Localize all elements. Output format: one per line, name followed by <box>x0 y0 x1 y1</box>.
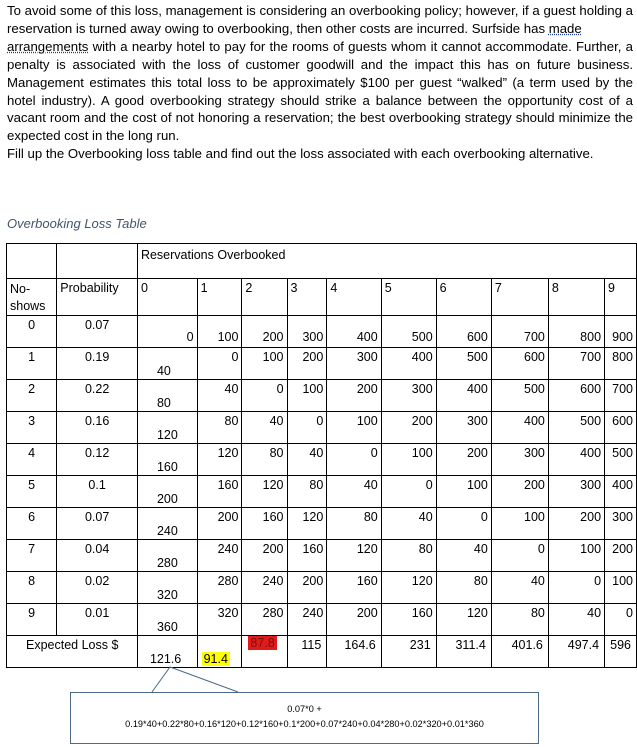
loss-cell: 400 <box>548 444 604 476</box>
loss-cell: 300 <box>605 508 637 540</box>
loss-cell: 600 <box>605 412 637 444</box>
loss-cell-col0: 40 <box>137 348 197 380</box>
loss-cell: 200 <box>381 412 436 444</box>
loss-cell: 0 <box>605 604 637 636</box>
loss-cell: 300 <box>436 412 491 444</box>
loss-cell: 80 <box>287 476 327 508</box>
noshow-cell: 9 <box>7 604 57 636</box>
loss-cell: 200 <box>491 476 548 508</box>
header-overbook-3: 3 <box>287 279 327 316</box>
loss-cell: 800 <box>605 348 637 380</box>
probability-cell: 0.07 <box>57 316 138 348</box>
loss-cell: 200 <box>548 508 604 540</box>
noshow-cell: 4 <box>7 444 57 476</box>
loss-cell: 280 <box>242 604 287 636</box>
expected-loss-min-highlight: 91.4 <box>203 652 228 666</box>
header-noshows: No-shows <box>7 279 57 316</box>
expected-loss-value: 115 <box>301 638 322 652</box>
loss-cell: 0 <box>491 540 548 572</box>
loss-cell: 40 <box>548 604 604 636</box>
loss-cell: 600 <box>491 348 548 380</box>
expected-loss-label: Expected Loss $ <box>7 636 138 668</box>
probability-cell: 0.16 <box>57 412 138 444</box>
loss-cell: 500 <box>548 412 604 444</box>
loss-cell: 200 <box>327 604 381 636</box>
loss-cell: 80 <box>327 508 381 540</box>
loss-cell: 80 <box>381 540 436 572</box>
formula-line-2: 0.19*40+0.22*80+0.16*120+0.12*160+0.1*200+0.07*240+0.04*280+0.02*320+0.01*360 <box>125 719 484 729</box>
loss-cell: 80 <box>242 444 287 476</box>
loss-cell: 40 <box>436 540 491 572</box>
loss-cell-col0: 80 <box>137 380 197 412</box>
header-probability: Probability <box>57 279 138 316</box>
intro-body: To avoid some of this loss, management is considering an overbooking policy; however, if a guest holding a reservation is turned away owing to overbooking, then other costs are incurred. Surfside has made arrangements with a nearby hotel to pay for the rooms of guests whom it cannot accommodate. Further, a penalty is associated with the loss of customer goodwill and the impact this has on future business. Management estimates this total loss to be approximately $100 per guest “walked” (a term used by the hotel industry). A good overbooking strategy should strike a balance between the opportunity cost of a vacant room and the cost of not honoring a reservation; the best overbooking strategy should minimize the expected cost in the long run. <box>7 3 633 144</box>
loss-cell: 100 <box>548 540 604 572</box>
loss-cell: 800 <box>548 316 604 348</box>
noshow-cell: 8 <box>7 572 57 604</box>
loss-cell: 400 <box>327 316 381 348</box>
loss-cell: 100 <box>287 380 327 412</box>
loss-cell: 200 <box>242 540 287 572</box>
loss-cell: 40 <box>381 508 436 540</box>
loss-cell: 400 <box>381 348 436 380</box>
loss-cell-col0: 320 <box>137 572 197 604</box>
loss-cell: 0 <box>287 412 327 444</box>
loss-cell: 240 <box>197 540 242 572</box>
loss-cell: 80 <box>197 412 242 444</box>
loss-cell-col0: 120 <box>137 412 197 444</box>
loss-cell: 300 <box>381 380 436 412</box>
loss-cell: 80 <box>436 572 491 604</box>
loss-cell: 200 <box>605 540 637 572</box>
table-title: Overbooking Loss Table <box>7 216 147 231</box>
loss-cell: 40 <box>287 444 327 476</box>
expected-loss-red-highlight: 87.8 <box>250 636 275 650</box>
loss-cell: 200 <box>436 444 491 476</box>
loss-cell: 160 <box>197 476 242 508</box>
loss-cell: 100 <box>491 508 548 540</box>
loss-cell: 200 <box>287 572 327 604</box>
expected-loss-value: 164.6 <box>344 638 376 652</box>
header-overbook-1: 1 <box>197 279 242 316</box>
loss-cell: 160 <box>381 604 436 636</box>
probability-cell: 0.02 <box>57 572 138 604</box>
loss-cell: 300 <box>287 316 327 348</box>
loss-cell: 240 <box>242 572 287 604</box>
probability-cell: 0.04 <box>57 540 138 572</box>
loss-cell: 600 <box>436 316 491 348</box>
loss-cell: 100 <box>605 572 637 604</box>
loss-cell: 200 <box>197 508 242 540</box>
loss-cell: 0 <box>242 380 287 412</box>
loss-cell: 280 <box>197 572 242 604</box>
probability-cell: 0.19 <box>57 348 138 380</box>
header-overbook-5: 5 <box>381 279 436 316</box>
loss-cell: 600 <box>548 380 604 412</box>
expected-loss-value: 596 <box>610 638 631 652</box>
loss-cell-col0: 280 <box>137 540 197 572</box>
loss-cell: 160 <box>327 572 381 604</box>
loss-cell: 40 <box>491 572 548 604</box>
noshow-cell: 5 <box>7 476 57 508</box>
probability-cell: 0.01 <box>57 604 138 636</box>
loss-cell: 200 <box>327 380 381 412</box>
loss-cell: 700 <box>491 316 548 348</box>
loss-cell: 400 <box>436 380 491 412</box>
loss-cell: 120 <box>327 540 381 572</box>
loss-cell: 40 <box>242 412 287 444</box>
header-overbook-4: 4 <box>327 279 381 316</box>
loss-cell-col0: 160 <box>137 444 197 476</box>
loss-cell-col0: 360 <box>137 604 197 636</box>
loss-cell: 80 <box>491 604 548 636</box>
loss-cell-col0: 200 <box>137 476 197 508</box>
intro-instruction: Fill up the Overbooking loss table and find out the loss associated with each overbooking alternative. <box>7 146 594 162</box>
expected-loss-value: 121.6 <box>149 652 182 666</box>
formula-line-1: 0.07*0 + <box>287 704 322 714</box>
loss-cell: 120 <box>381 572 436 604</box>
callout-pointer-line <box>152 667 238 692</box>
loss-cell: 300 <box>491 444 548 476</box>
expected-loss-value: 401.6 <box>511 638 543 652</box>
loss-cell: 500 <box>605 444 637 476</box>
noshow-cell: 6 <box>7 508 57 540</box>
expected-loss-value: 311.4 <box>455 638 486 652</box>
noshow-cell: 0 <box>7 316 57 348</box>
loss-cell: 300 <box>327 348 381 380</box>
loss-cell: 40 <box>197 380 242 412</box>
noshow-cell: 3 <box>7 412 57 444</box>
group-header: Reservations Overbooked <box>137 244 636 279</box>
spellcheck-word-arrangements: arrangements <box>7 38 89 54</box>
loss-cell: 200 <box>287 348 327 380</box>
loss-cell: 500 <box>491 380 548 412</box>
noshow-cell: 1 <box>7 348 57 380</box>
loss-cell: 120 <box>242 476 287 508</box>
loss-cell: 900 <box>605 316 637 348</box>
loss-cell: 300 <box>548 476 604 508</box>
loss-cell: 0 <box>197 348 242 380</box>
loss-cell: 0 <box>436 508 491 540</box>
loss-cell: 240 <box>287 604 327 636</box>
loss-cell: 0 <box>381 476 436 508</box>
header-overbook-9: 9 <box>605 279 637 316</box>
loss-cell: 400 <box>491 412 548 444</box>
loss-cell: 100 <box>381 444 436 476</box>
loss-cell: 120 <box>287 508 327 540</box>
loss-cell-col0: 0 <box>137 316 197 348</box>
header-overbook-7: 7 <box>491 279 548 316</box>
probability-cell: 0.07 <box>57 508 138 540</box>
header-overbook-0: 0 <box>137 279 197 316</box>
loss-cell: 100 <box>197 316 242 348</box>
loss-cell: 500 <box>436 348 491 380</box>
loss-cell: 320 <box>197 604 242 636</box>
loss-cell: 40 <box>327 476 381 508</box>
loss-cell: 100 <box>327 412 381 444</box>
loss-cell: 100 <box>242 348 287 380</box>
header-overbook-2: 2 <box>242 279 287 316</box>
expected-loss-value: 231 <box>409 638 431 652</box>
loss-cell: 120 <box>436 604 491 636</box>
probability-cell: 0.12 <box>57 444 138 476</box>
loss-cell-col0: 240 <box>137 508 197 540</box>
loss-cell: 0 <box>327 444 381 476</box>
expected-loss-value: 497.4 <box>567 638 600 652</box>
loss-cell: 500 <box>381 316 436 348</box>
header-overbook-8: 8 <box>548 279 604 316</box>
loss-cell: 200 <box>242 316 287 348</box>
noshow-cell: 7 <box>7 540 57 572</box>
loss-cell: 0 <box>548 572 604 604</box>
probability-cell: 0.22 <box>57 380 138 412</box>
loss-cell: 160 <box>287 540 327 572</box>
loss-cell: 120 <box>197 444 242 476</box>
loss-cell: 400 <box>605 476 637 508</box>
header-overbook-6: 6 <box>436 279 491 316</box>
loss-cell: 700 <box>605 380 637 412</box>
loss-cell: 700 <box>548 348 604 380</box>
spellcheck-word-made: made <box>548 20 582 36</box>
loss-cell: 100 <box>436 476 491 508</box>
loss-cell: 160 <box>242 508 287 540</box>
probability-cell: 0.1 <box>57 476 138 508</box>
noshow-cell: 2 <box>7 380 57 412</box>
